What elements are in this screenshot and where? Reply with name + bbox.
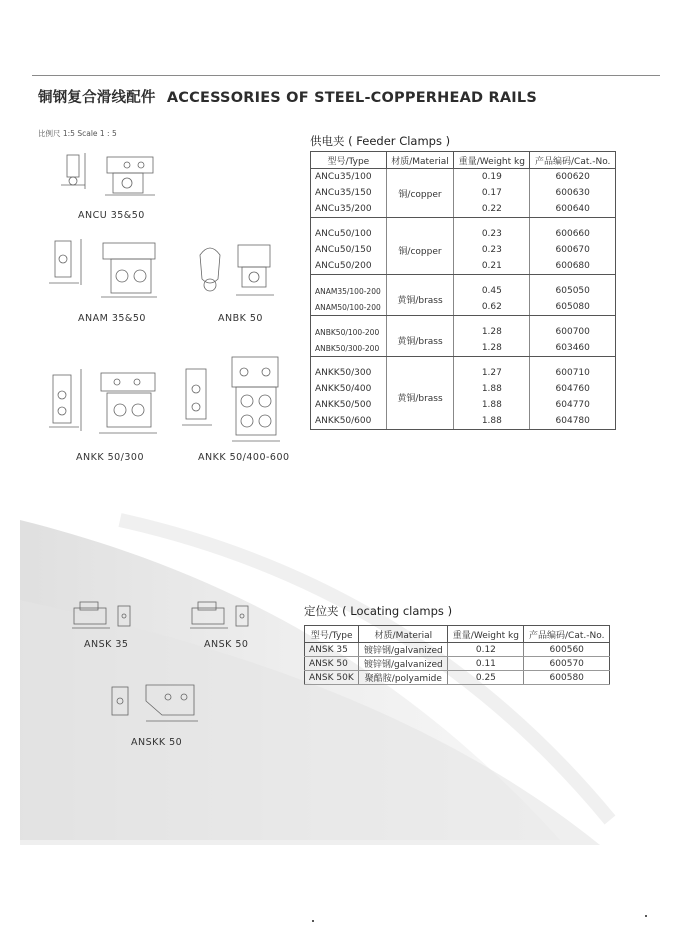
cell-type: ANCu50/150 [311, 242, 387, 258]
table-row [311, 299, 616, 316]
col-cat: 产品编码/Cat.-No. [524, 626, 610, 643]
cell-material: 聚酷胺/polyamide [359, 671, 448, 685]
table-row [311, 283, 616, 299]
table-row [311, 381, 616, 397]
group-spacer [311, 357, 616, 366]
cell-cat: 600670 [530, 242, 616, 258]
cell-material: 铜/copper [386, 226, 454, 275]
table-row [305, 657, 610, 671]
cell-cat: 600570 [524, 657, 610, 671]
cell-cat: 600680 [530, 258, 616, 275]
speck [645, 915, 647, 917]
table-row [311, 242, 616, 258]
cell-type: ANCu35/200 [311, 201, 387, 218]
cell-type: ANKK50/300 [311, 365, 387, 381]
ansk50-drawing [188, 598, 258, 638]
col-cat: 产品编码/Cat.-No. [530, 152, 616, 169]
ankk300-drawing [45, 365, 165, 440]
cell-cat: 604770 [530, 397, 616, 413]
cell-cat: 600640 [530, 201, 616, 218]
cell-weight: 0.11 [448, 657, 524, 671]
col-weight: 重量/Weight kg [454, 152, 530, 169]
cell-type: ANSK 50 [305, 657, 359, 671]
table-row [311, 185, 616, 201]
cell-material: 镀锌钢/galvanized [359, 657, 448, 671]
caption-ancu: ANCU 35&50 [78, 210, 145, 221]
cell-cat: 600710 [530, 365, 616, 381]
table-row [311, 324, 616, 340]
cell-weight: 0.22 [454, 201, 530, 218]
anbk-drawing [190, 235, 280, 305]
cell-weight: 0.21 [454, 258, 530, 275]
cell-weight: 0.19 [454, 169, 530, 186]
speck [312, 920, 314, 922]
group-spacer [311, 218, 616, 227]
table-row [311, 397, 616, 413]
cell-material: 黄铜/brass [386, 324, 454, 357]
cell-cat: 600580 [524, 671, 610, 685]
ansk35-drawing [70, 598, 140, 638]
cell-weight: 0.23 [454, 242, 530, 258]
cell-type: ANAM35/100-200 [311, 283, 387, 299]
cell-material: 黄铜/brass [386, 365, 454, 430]
table-row [305, 643, 610, 657]
cell-type: ANCu35/150 [311, 185, 387, 201]
group-spacer [311, 275, 616, 284]
cell-material: 镀锌钢/galvanized [359, 643, 448, 657]
caption-ankk300: ANKK 50/300 [76, 452, 145, 463]
feeder-title: 供电夹 ( Feeder Clamps ) [310, 134, 451, 148]
feeder-table [310, 151, 616, 430]
cell-cat: 604780 [530, 413, 616, 430]
cell-type: ANKK50/600 [311, 413, 387, 430]
col-type: 型号/Type [305, 626, 359, 643]
caption-ankk400: ANKK 50/400-600 [198, 452, 290, 463]
cell-material: 铜/copper [386, 169, 454, 218]
page-heading [38, 86, 537, 107]
caption-anam: ANAM 35&50 [78, 313, 146, 324]
cell-weight: 1.28 [454, 324, 530, 340]
anskk-drawing [106, 675, 206, 730]
ancu-drawing [55, 145, 165, 205]
cell-weight: 0.62 [454, 299, 530, 316]
cell-material: 黄铜/brass [386, 283, 454, 316]
cell-weight: 0.25 [448, 671, 524, 685]
cell-type: ANSK 50K [305, 671, 359, 685]
scale-note: 比例尺 1:5 Scale 1 : 5 [38, 129, 117, 138]
cell-weight: 0.23 [454, 226, 530, 242]
ankk400-drawing [180, 355, 290, 445]
group-spacer [311, 316, 616, 325]
cell-type: ANCu50/200 [311, 258, 387, 275]
heading-en: ACCESSORIES OF STEEL-COPPERHEAD RAILS [166, 90, 537, 106]
caption-anskk: ANSKK 50 [131, 737, 183, 748]
cell-cat: 600620 [530, 169, 616, 186]
table-row [311, 340, 616, 357]
cell-type: ANSK 35 [305, 643, 359, 657]
cell-weight: 1.88 [454, 413, 530, 430]
cell-cat: 600660 [530, 226, 616, 242]
cell-cat: 600630 [530, 185, 616, 201]
locating-title: 定位夹 ( Locating clamps ) [304, 604, 453, 618]
cell-cat: 605050 [530, 283, 616, 299]
cell-type: ANKK50/400 [311, 381, 387, 397]
table-row [311, 413, 616, 430]
col-material: 材质/Material [386, 152, 454, 169]
col-material: 材质/Material [359, 626, 448, 643]
table-row [311, 258, 616, 275]
anam-drawing [45, 235, 165, 300]
feeder-header-row [311, 152, 616, 169]
caption-anbk: ANBK 50 [218, 313, 263, 324]
cell-weight: 0.12 [448, 643, 524, 657]
cell-type: ANKK50/500 [311, 397, 387, 413]
cell-weight: 1.28 [454, 340, 530, 357]
cell-weight: 0.45 [454, 283, 530, 299]
top-rule [32, 75, 660, 76]
cell-cat: 603460 [530, 340, 616, 357]
cell-cat: 605080 [530, 299, 616, 316]
cell-cat: 604760 [530, 381, 616, 397]
table-row [305, 671, 610, 685]
table-row [311, 169, 616, 186]
cell-weight: 0.17 [454, 185, 530, 201]
col-type: 型号/Type [311, 152, 387, 169]
caption-ansk50: ANSK 50 [204, 639, 249, 650]
cell-type: ANCu50/100 [311, 226, 387, 242]
table-row [311, 226, 616, 242]
locating-table [304, 625, 610, 685]
cell-weight: 1.88 [454, 381, 530, 397]
table-row [311, 201, 616, 218]
table-row [311, 365, 616, 381]
caption-ansk35: ANSK 35 [84, 639, 129, 650]
col-weight: 重量/Weight kg [448, 626, 524, 643]
cell-type: ANCu35/100 [311, 169, 387, 186]
heading-cn: 铜钢复合滑线配件 [38, 90, 156, 106]
cell-cat: 600700 [530, 324, 616, 340]
cell-cat: 600560 [524, 643, 610, 657]
cell-type: ANBK50/300-200 [311, 340, 387, 357]
cell-weight: 1.88 [454, 397, 530, 413]
cell-type: ANBK50/100-200 [311, 324, 387, 340]
cell-type: ANAM50/100-200 [311, 299, 387, 316]
locating-header-row [305, 626, 610, 643]
cell-weight: 1.27 [454, 365, 530, 381]
